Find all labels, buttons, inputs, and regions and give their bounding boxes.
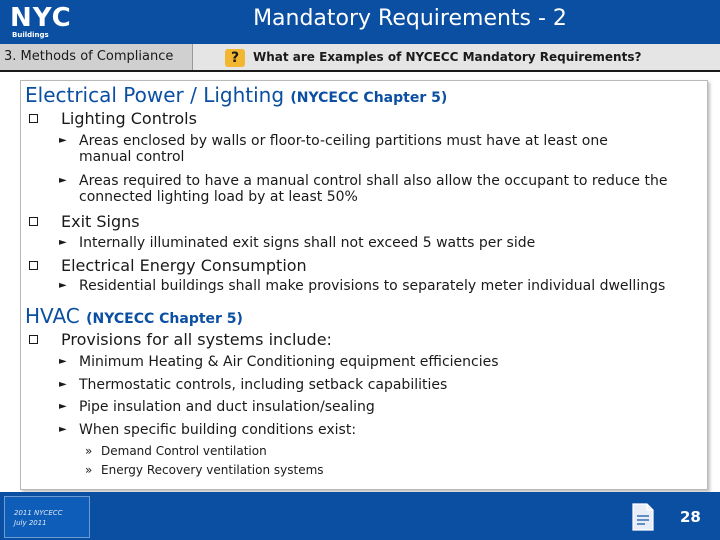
arrow-bullet-icon: ►: [59, 424, 67, 435]
energy-consumption-item: [61, 256, 307, 275]
arrow-bullet-icon: ►: [59, 401, 67, 412]
list-item: [59, 133, 699, 165]
provisions-label: Provisions for all systems include:: [61, 330, 332, 349]
list-item-line: Internally illuminated exit signs shall not exceed 5 watts per side: [79, 235, 536, 251]
logo-text: NYC: [10, 3, 72, 33]
sub-list-item-text: Demand Control ventilation: [101, 444, 267, 458]
header-bar: [0, 0, 720, 44]
slide-title: Mandatory Requirements - 2: [253, 6, 567, 31]
electrical-heading: [25, 83, 447, 107]
list-item: [59, 377, 699, 393]
footer-label-box: [4, 496, 90, 538]
question-icon: ?: [225, 49, 245, 67]
question-text: What are Examples of NYCECC Mandatory Requirements?: [253, 50, 642, 64]
exit-signs-item: [61, 212, 140, 231]
content-frame: [20, 80, 708, 490]
hvac-heading: [25, 304, 243, 328]
list-item-line: Residential buildings shall make provisions to separately meter individual dwellings: [79, 278, 666, 294]
sub-list-item: [85, 444, 267, 458]
arrow-bullet-icon: ►: [59, 356, 67, 367]
section-box: [0, 44, 193, 70]
energy-consumption-label: Electrical Energy Consumption: [61, 256, 307, 275]
square-bullet-icon: [29, 114, 38, 123]
sub-list-item: [85, 463, 324, 477]
chevron-bullet-icon: »: [85, 463, 93, 477]
lighting-controls-label: Lighting Controls: [61, 109, 197, 128]
exit-signs-label: Exit Signs: [61, 212, 140, 231]
footer-date: July 2011: [14, 519, 47, 527]
sub-list-item-text: Energy Recovery ventilation systems: [101, 463, 324, 477]
list-item: [59, 235, 699, 251]
slide-footer: [0, 492, 720, 540]
slide-header: [0, 0, 720, 72]
provisions-item: [61, 330, 332, 349]
square-bullet-icon: [29, 217, 38, 226]
list-item-line: Minimum Heating & Air Conditioning equipment efficiencies: [79, 354, 499, 370]
chevron-bullet-icon: »: [85, 444, 93, 458]
hvac-chapter: (NYCECC Chapter 5): [86, 311, 243, 327]
square-bullet-icon: [29, 261, 38, 270]
arrow-bullet-icon: ►: [59, 280, 67, 291]
electrical-chapter: (NYCECC Chapter 5): [290, 90, 448, 106]
list-item: [59, 354, 699, 370]
subheader-bar: [0, 44, 720, 72]
list-item: [59, 278, 699, 294]
list-item-line: Thermostatic controls, including setback capabilities: [79, 377, 448, 393]
footer-note: 2011 NYCECC: [14, 509, 63, 517]
arrow-bullet-icon: ►: [59, 379, 67, 390]
electrical-title: Electrical Power / Lighting: [25, 83, 285, 107]
list-item-line: When specific building conditions exist:: [79, 422, 357, 438]
logo-subtext: Buildings: [12, 31, 49, 39]
list-item: [59, 399, 699, 415]
document-icon[interactable]: [632, 503, 654, 531]
arrow-bullet-icon: ►: [59, 135, 67, 146]
list-item-line: connected lighting load by at least 50%: [79, 189, 358, 205]
arrow-bullet-icon: ►: [59, 237, 67, 248]
list-item-line: Areas enclosed by walls or floor-to-ceiling partitions must have at least one: [79, 133, 608, 149]
list-item: [59, 422, 699, 438]
list-item: [59, 173, 699, 205]
lighting-controls-item: [61, 109, 197, 128]
hvac-title: HVAC: [25, 304, 80, 328]
section-label: 3. Methods of Compliance: [4, 49, 174, 64]
arrow-bullet-icon: ►: [59, 175, 67, 186]
page-number: 28: [680, 508, 701, 526]
list-item-line: manual control: [79, 149, 185, 165]
list-item-line: Pipe insulation and duct insulation/sealing: [79, 399, 375, 415]
list-item-line: Areas required to have a manual control shall also allow the occupant to reduce the: [79, 173, 668, 189]
square-bullet-icon: [29, 335, 38, 344]
nyc-buildings-logo: [4, 3, 92, 41]
